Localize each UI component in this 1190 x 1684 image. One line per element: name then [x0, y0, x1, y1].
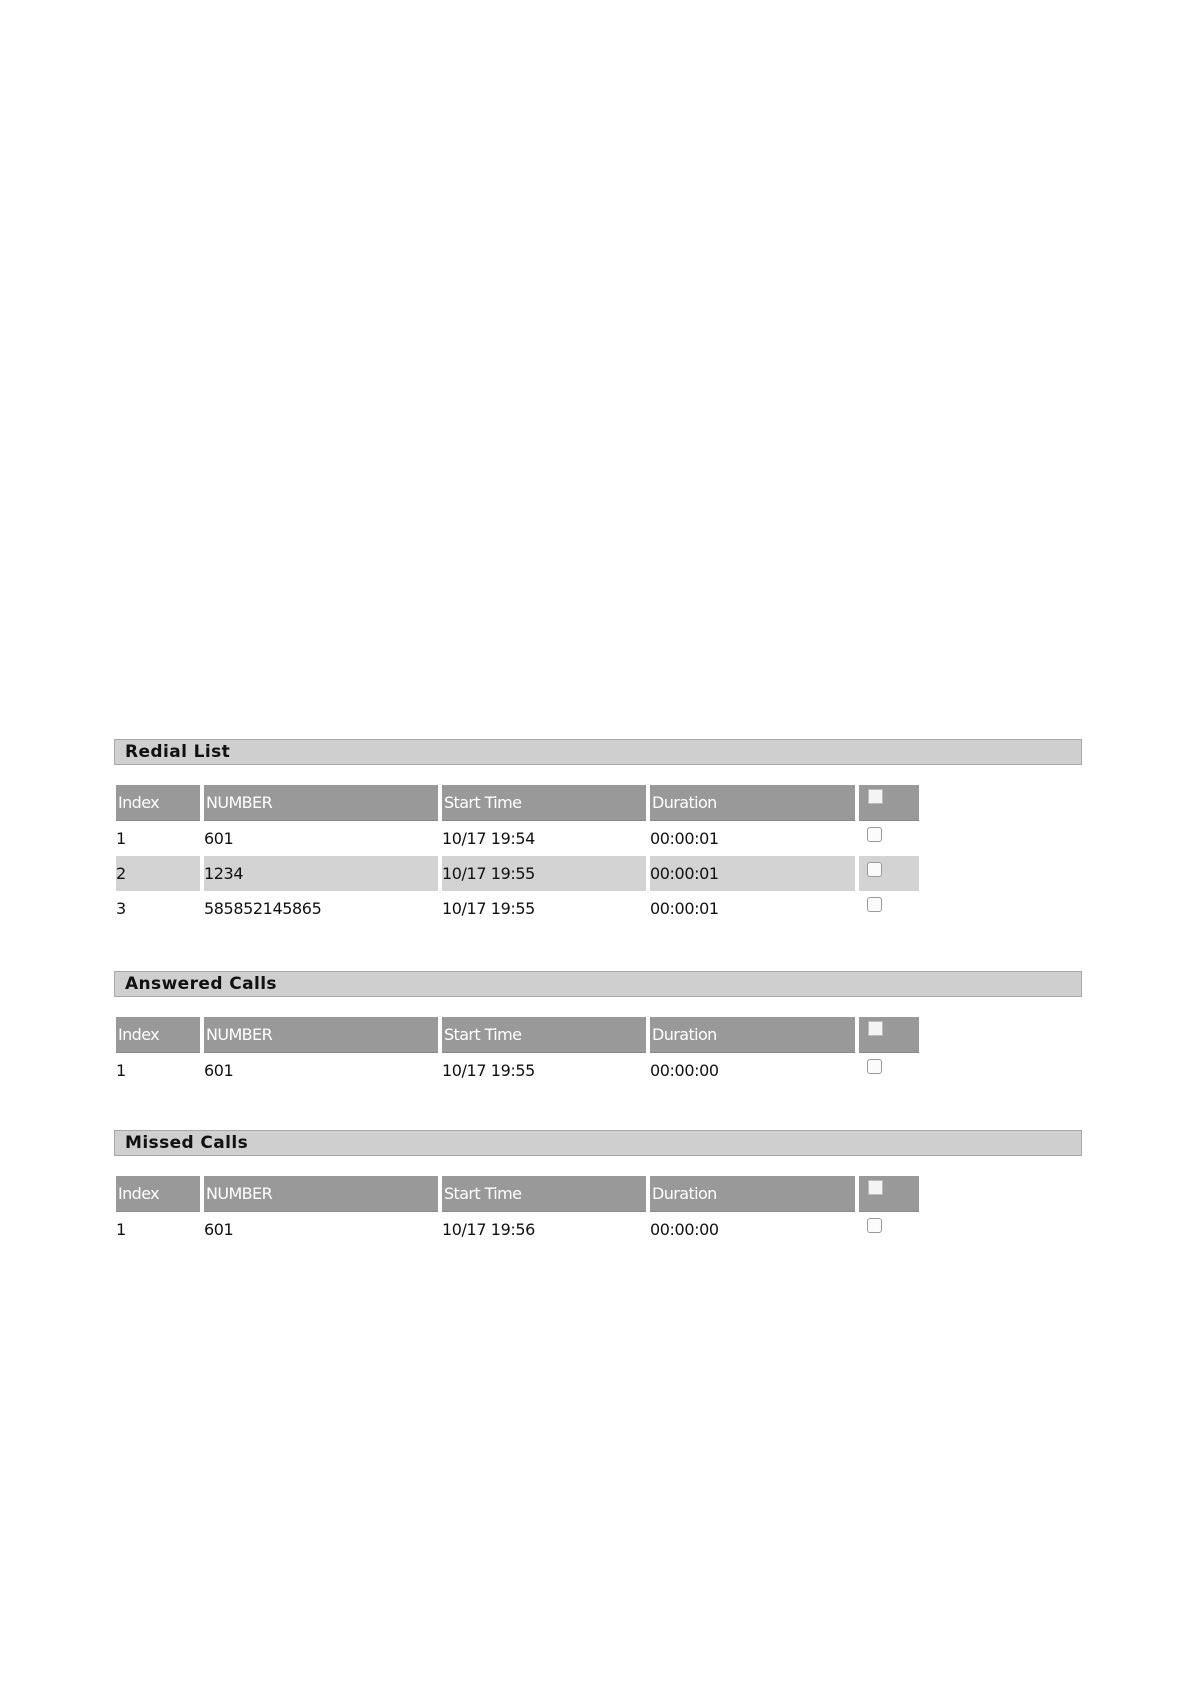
table-header-row	[116, 1176, 919, 1212]
column-header-number[interactable]: NUMBER	[204, 1176, 438, 1212]
row-number: 601	[204, 1220, 234, 1239]
row-checkbox[interactable]	[867, 827, 882, 842]
row-checkbox[interactable]	[867, 862, 882, 877]
row-select-cell	[859, 856, 919, 891]
column-header-duration[interactable]: Duration	[650, 785, 855, 821]
row-start-time: 10/17 19:55	[442, 899, 535, 918]
column-header-select-all[interactable]	[859, 785, 919, 821]
row-index: 3	[116, 899, 126, 918]
column-header-duration[interactable]: Duration	[650, 1017, 855, 1053]
column-header-start-time[interactable]: Start Time	[442, 785, 646, 821]
column-header-index[interactable]: Index	[116, 785, 200, 821]
missed-calls-section	[114, 1130, 1082, 1247]
row-select-cell	[859, 891, 919, 926]
table-header-row	[116, 1017, 919, 1053]
select-all-checkbox[interactable]	[868, 1180, 883, 1195]
row-duration: 00:00:00	[650, 1220, 719, 1239]
row-index: 1	[116, 829, 126, 848]
row-duration: 00:00:01	[650, 899, 719, 918]
row-select-cell	[859, 1212, 919, 1247]
column-header-start-time[interactable]: Start Time	[442, 1017, 646, 1053]
table-row[interactable]	[116, 891, 919, 926]
column-header-select-all[interactable]	[859, 1176, 919, 1212]
answered-calls-table	[112, 1017, 923, 1088]
row-index: 1	[116, 1220, 126, 1239]
row-select-cell	[859, 1053, 919, 1088]
column-header-number[interactable]: NUMBER	[204, 785, 438, 821]
section-title: Answered Calls	[114, 971, 1082, 997]
redial-list-section	[114, 739, 1082, 926]
row-start-time: 10/17 19:55	[442, 1061, 535, 1080]
column-header-select-all[interactable]	[859, 1017, 919, 1053]
row-number: 601	[204, 829, 234, 848]
row-number: 585852145865	[204, 899, 322, 918]
select-all-checkbox[interactable]	[868, 1021, 883, 1036]
row-checkbox[interactable]	[867, 897, 882, 912]
row-start-time: 10/17 19:56	[442, 1220, 535, 1239]
answered-calls-section	[114, 971, 1082, 1088]
row-duration: 00:00:01	[650, 856, 855, 891]
table-header-row	[116, 785, 919, 821]
row-checkbox[interactable]	[867, 1059, 882, 1074]
section-title: Missed Calls	[114, 1130, 1082, 1156]
table-row[interactable]	[116, 1053, 919, 1088]
column-header-start-time[interactable]: Start Time	[442, 1176, 646, 1212]
row-index: 2	[116, 856, 200, 891]
row-number: 1234	[204, 856, 438, 891]
column-header-number[interactable]: NUMBER	[204, 1017, 438, 1053]
row-start-time: 10/17 19:55	[442, 856, 646, 891]
redial-list-table	[112, 785, 923, 926]
missed-calls-table	[112, 1176, 923, 1247]
row-start-time: 10/17 19:54	[442, 829, 535, 848]
column-header-duration[interactable]: Duration	[650, 1176, 855, 1212]
row-index: 1	[116, 1061, 126, 1080]
row-duration: 00:00:00	[650, 1061, 719, 1080]
section-title: Redial List	[114, 739, 1082, 765]
column-header-index[interactable]: Index	[116, 1017, 200, 1053]
row-select-cell	[859, 821, 919, 856]
table-row[interactable]	[116, 821, 919, 856]
table-row[interactable]	[116, 1212, 919, 1247]
table-row[interactable]	[116, 856, 919, 891]
row-number: 601	[204, 1061, 234, 1080]
row-checkbox[interactable]	[867, 1218, 882, 1233]
row-duration: 00:00:01	[650, 829, 719, 848]
select-all-checkbox[interactable]	[868, 789, 883, 804]
column-header-index[interactable]: Index	[116, 1176, 200, 1212]
